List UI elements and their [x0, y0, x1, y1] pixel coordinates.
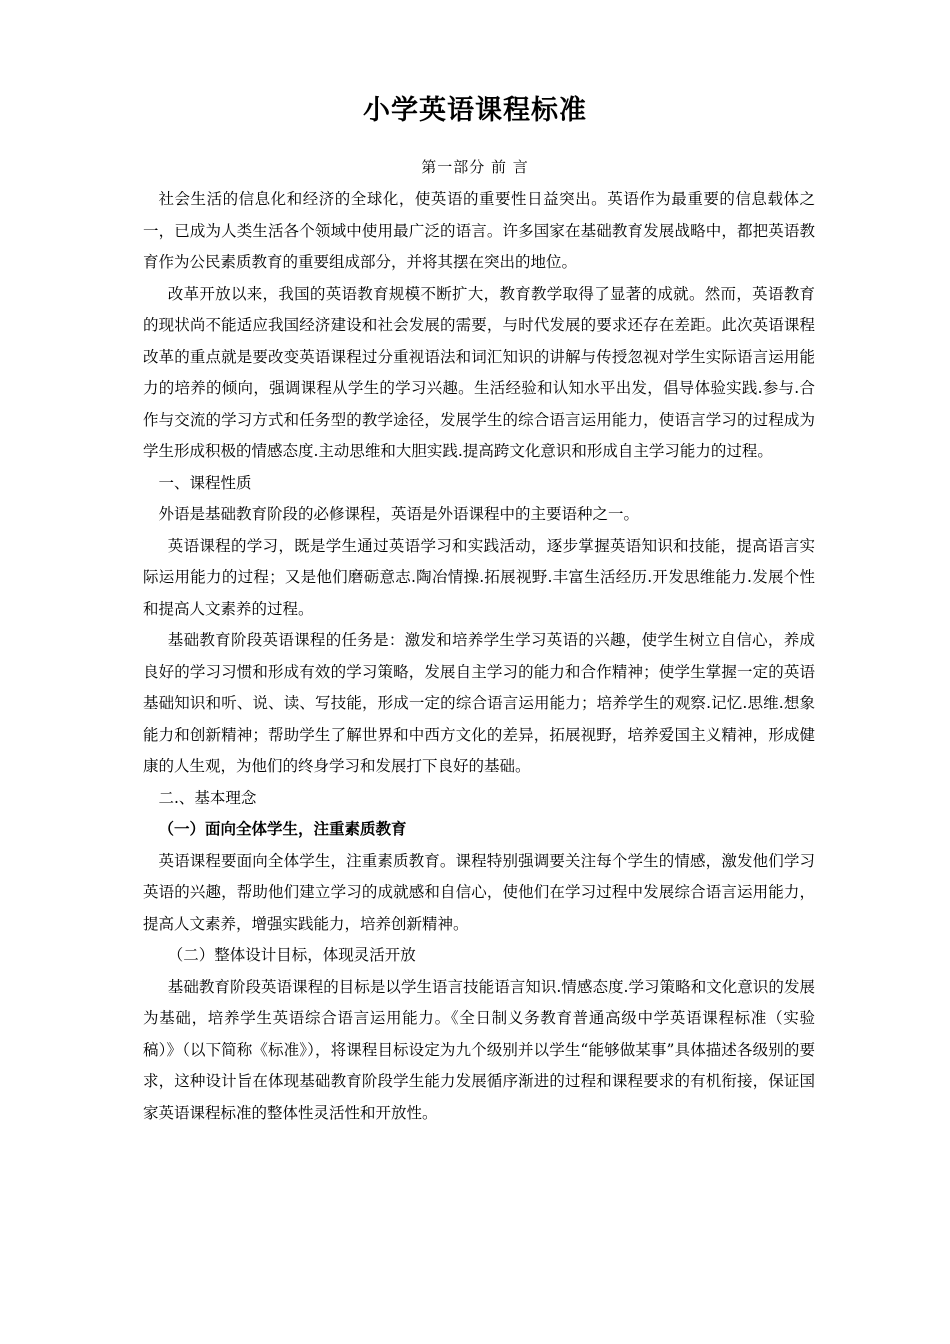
- document-title: 小学英语课程标准: [363, 95, 587, 126]
- subheading-overall-design: （二）整体设计目标，体现灵活开放: [167, 946, 416, 964]
- paragraph-reform: 改革开放以来，我国的英语教育规模不断扩大，教育教学取得了显著的成就。然而，英语教育的现状尚不能适应我国经济建设和社会发展的需要，与时代发展的要求还存在差距。此次英语课程改革的重点就是要改变英语课程过分重视语法和词汇知识的讲解与传授忽视对学生实际语言运用能力的培养的倾向，强调课程从学生的学习兴趣。生活经验和认知水平出发，倡导体验实践.参与.合作与交流的学习方式和任务型的教学途径，发展学生的综合语言运用能力，使语言学习的过程成为学生形成积极的情感态度.主动思维和大胆实践.提高跨文化意识和形成自主学习能力的过程。: [143, 284, 815, 460]
- document-body: [143, 184, 815, 1129]
- part-heading: 第一部分 前 言: [421, 158, 529, 176]
- paragraph-foreign-language: 外语是基础教育阶段的必修课程，英语是外语课程中的主要语种之一。: [158, 505, 640, 523]
- section-heading-nature: 一、课程性质: [158, 473, 252, 492]
- subheading-all-students: （一）面向全体学生，注重素质教育: [158, 820, 407, 838]
- paragraph-intro: 社会生活的信息化和经济的全球化，使英语的重要性日益突出。英语作为最重要的信息载体之一，已成为人类生活各个领域中使用最广泛的语言。许多国家在基础教育发展战略中，都把英语教育作为公民素质教育的重要组成部分，并将其摆在突出的地位。: [143, 190, 815, 271]
- paragraph-all-students: 英语课程要面向全体学生，注重素质教育。课程特别强调要关注每个学生的情感，激发他们学习英语的兴趣，帮助他们建立学习的成就感和自信心，使他们在学习过程中发展综合语言运用能力，提高人文素养，增强实践能力，培养创新精神。: [143, 851, 815, 933]
- paragraph-tasks: 基础教育阶段英语课程的任务是：激发和培养学生学习英语的兴趣，使学生树立自信心，养成良好的学习习惯和形成有效的学习策略，发展自主学习的能力和合作精神；使学生掌握一定的英语基础知识和听、说、读、写技能，形成一定的综合语言运用能力；培养学生的观察.记忆.思维.想象能力和创新精神；帮助学生了解世界和中西方文化的差异，拓展视野，培养爱国主义精神，形成健康的人生观，为他们的终身学习和发展打下良好的基础。: [143, 631, 815, 775]
- section-heading-concepts: 二.、基本理念: [158, 788, 257, 807]
- paragraph-learning: 英语课程的学习，既是学生通过英语学习和实践活动，逐步掌握英语知识和技能，提高语言实际运用能力的过程；又是他们磨砺意志.陶冶情操.拓展视野.丰富生活经历.开发思维能力.发展个性和提高人文素养的过程。: [143, 536, 815, 618]
- paragraph-objectives: 基础教育阶段英语课程的目标是以学生语言技能语言知识.情感态度.学习策略和文化意识的发展为基础，培养学生英语综合语言运用能力。《全日制义务教育普通高级中学英语课程标准（实验稿）》（以下简称《标准》），将课程目标设定为九个级别并以学生“能够做某事”具体描述各级别的要求，这种设计旨在体现基础教育阶段学生能力发展循序渐进的过程和课程要求的有机衔接，保证国家英语课程标准的整体性灵活性和开放性。: [143, 977, 815, 1122]
